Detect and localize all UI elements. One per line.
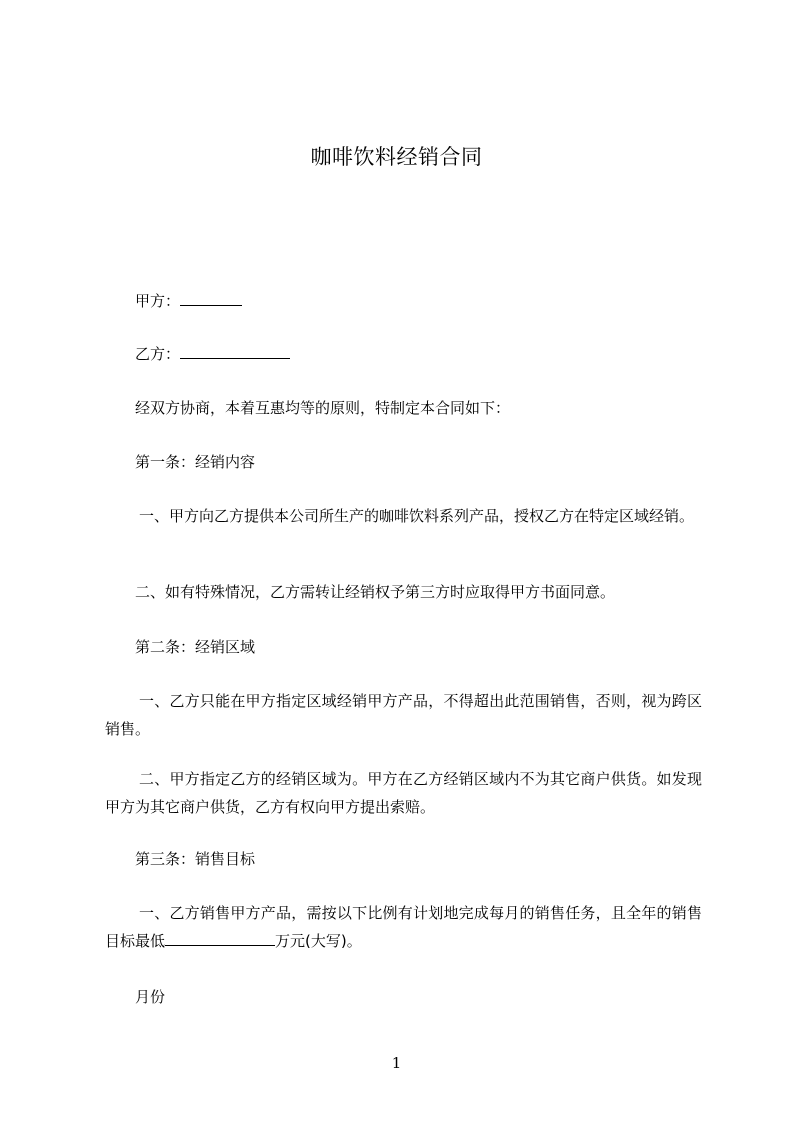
article3-item1-unit: 万元(大写)。 bbox=[275, 932, 362, 950]
intro-paragraph: 经双方协商，本着互惠均等的原则，特制定本合同如下： bbox=[135, 399, 511, 417]
month-label: 月份 bbox=[135, 988, 166, 1006]
article1-item1: 一、甲方向乙方提供本公司所生产的咖啡饮料系列产品，授权乙方在特定区域经销。 bbox=[139, 507, 695, 525]
article2-item1: 一、乙方只能在甲方指定区域经销甲方产品，不得超出此范围销售，否则，视为跨区销售。 bbox=[105, 692, 702, 738]
article3-item1-text: 一、乙方销售甲方产品，需按以下比例有计划地完成每月的销售任务，且全年的销售目标最低 bbox=[105, 904, 702, 950]
article1-heading: 第一条：经销内容 bbox=[135, 453, 256, 471]
article3-item1 bbox=[105, 899, 702, 955]
document-title: 咖啡饮料经销合同 bbox=[310, 145, 483, 169]
article2-item2: 二、甲方指定乙方的经销区域为。甲方在乙方经销区域内不为其它商户供货。如发现甲方为其它商户供货，乙方有权向甲方提出索赔。 bbox=[105, 770, 702, 816]
party-a-blank bbox=[180, 291, 242, 306]
party-b-blank bbox=[180, 344, 290, 359]
party-b-line bbox=[105, 340, 702, 368]
article2-heading: 第二条：经销区域 bbox=[135, 638, 256, 656]
party-b-label: 乙方： bbox=[135, 345, 181, 363]
sales-target-blank bbox=[165, 931, 275, 946]
party-a-line bbox=[105, 287, 702, 315]
page-number: 1 bbox=[391, 1054, 402, 1072]
party-a-label: 甲方： bbox=[135, 292, 181, 310]
article3-heading: 第三条：销售目标 bbox=[135, 850, 256, 868]
article1-item2: 二、如有特殊情况，乙方需转让经销权予第三方时应取得甲方书面同意。 bbox=[135, 583, 616, 601]
